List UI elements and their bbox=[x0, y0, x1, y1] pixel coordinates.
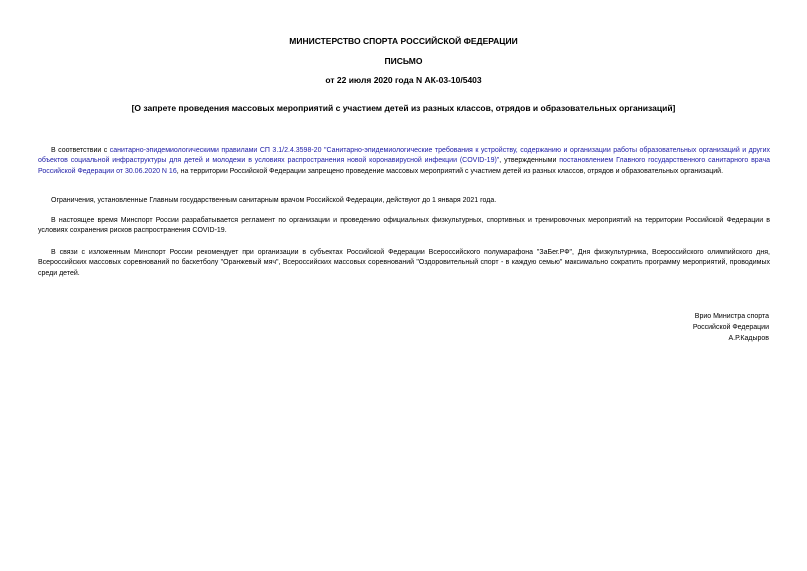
signature-block bbox=[693, 311, 769, 344]
paragraph-2: Ограничения, установленные Главным государственным санитарным врачом Российской Федерации, действуют до 1 января 2021 года. bbox=[51, 197, 497, 204]
ministry-title: МИНИСТЕРСТВО СПОРТА РОССИЙСКОЙ ФЕДЕРАЦИИ bbox=[289, 36, 518, 46]
resolution-link[interactable]: постановлением Главного государственного санитарного врача Российской Федерации от 30.06.2020 N 16 bbox=[38, 157, 770, 175]
document-date-number: от 22 июля 2020 года N АК-03-10/5403 bbox=[325, 75, 482, 85]
paragraph-4: В связи с изложенным Минспорт России рекомендует при организации в субъектах Российской Федерации Всероссийского полумарафона "ЗаБег.РФ", Дня физкультурника, Всероссийского олимпийского дня, Всероссийских массовых соревнований по баскетболу "Оранжевый мяч", Всероссийских массовых соревнований "Оздоровительный спорт - в каждую семью" максимально сократить программу мероприятий, проводимых среди детей. bbox=[38, 249, 770, 277]
document-type: ПИСЬМО bbox=[384, 56, 423, 66]
paragraph-3: В настоящее время Минспорт России разрабатывается регламент по организации и проведению официальных физкультурных, спортивных и тренировочных мероприятий на территории Российской Федерации в условиях сохранения рисков распространения COVID-19. bbox=[38, 217, 770, 235]
paragraph-1 bbox=[38, 146, 770, 177]
paragraph-1-text-end: , на территории Российской Федерации запрещено проведение массовых мероприятий с участием детей из разных классов, отрядов и образовательных организаций. bbox=[176, 167, 724, 175]
document-subject: [О запрете проведения массовых мероприятий с участием детей из разных классов, отрядов и образовательных организаций] bbox=[131, 103, 676, 113]
signatory-position-line-1: Врио Министра спорта bbox=[694, 313, 769, 320]
sanitary-rules-link[interactable]: санитарно-эпидемиологическими правилами СП 3.1/2.4.3598-20 "Санитарно-эпидемиологические требования к устройству, содержанию и организации работы образовательных организаций и других объектов социальной инфраструктуры для детей и молодежи в условиях распространения новой коронавирусной инфекции (COVID-19)" bbox=[38, 147, 771, 165]
paragraph-1-text-start: В соответствии с bbox=[51, 147, 110, 154]
paragraph-1-text-middle: , утвержденными bbox=[499, 157, 560, 165]
signatory-name: А.Р.Кадыров bbox=[728, 335, 769, 342]
signatory-position-line-2: Российской Федерации bbox=[692, 324, 769, 331]
